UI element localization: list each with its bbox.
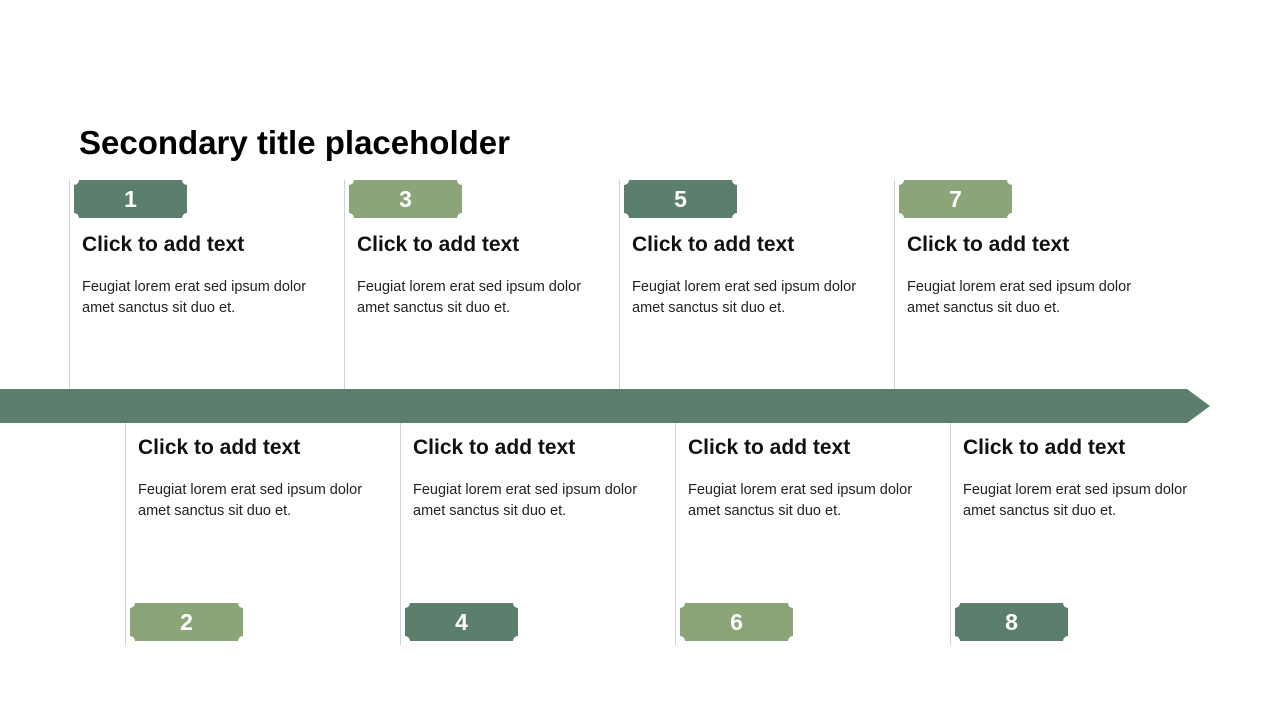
step-connector-line xyxy=(894,180,895,389)
step-connector-line xyxy=(619,180,620,389)
step-connector-line xyxy=(69,180,70,389)
step-number: 3 xyxy=(399,186,412,212)
step-description[interactable]: Feugiat lorem erat sed ipsum dolor amet sanctus sit duo et. xyxy=(632,279,857,316)
step-connector-line xyxy=(400,423,401,645)
step-number: 6 xyxy=(730,609,743,635)
step-description[interactable]: Feugiat lorem erat sed ipsum dolor amet sanctus sit duo et. xyxy=(138,482,363,519)
step-heading[interactable]: Click to add text xyxy=(357,233,520,256)
step-description[interactable]: Feugiat lorem erat sed ipsum dolor amet sanctus sit duo et. xyxy=(357,279,582,316)
step-heading[interactable]: Click to add text xyxy=(907,233,1070,256)
timeline-arrow-shape xyxy=(0,389,1210,423)
step-connector-line xyxy=(675,423,676,645)
step-heading[interactable]: Click to add text xyxy=(632,233,795,256)
step-description[interactable]: Feugiat lorem erat sed ipsum dolor amet sanctus sit duo et. xyxy=(413,482,638,519)
step-heading[interactable]: Click to add text xyxy=(688,436,851,459)
step-description[interactable]: Feugiat lorem erat sed ipsum dolor amet sanctus sit duo et. xyxy=(963,482,1188,519)
step-number-badge[interactable] xyxy=(405,603,518,641)
step-number-badge[interactable] xyxy=(899,180,1012,218)
step-heading[interactable]: Click to add text xyxy=(82,233,245,256)
page-title: Secondary title placeholder xyxy=(79,124,510,161)
timeline-arrow xyxy=(0,389,1210,423)
step-number-badge[interactable] xyxy=(130,603,243,641)
step-number: 8 xyxy=(1005,609,1018,635)
step-connector-line xyxy=(125,423,126,645)
step-description[interactable]: Feugiat lorem erat sed ipsum dolor amet sanctus sit duo et. xyxy=(907,279,1132,316)
step-number-badge[interactable] xyxy=(680,603,793,641)
step-description[interactable]: Feugiat lorem erat sed ipsum dolor amet sanctus sit duo et. xyxy=(688,482,913,519)
step-number: 4 xyxy=(455,609,468,635)
step-number: 7 xyxy=(949,186,962,212)
step-number: 5 xyxy=(674,186,687,212)
step-number-badge[interactable] xyxy=(349,180,462,218)
step-number-badge[interactable] xyxy=(955,603,1068,641)
step-heading[interactable]: Click to add text xyxy=(413,436,576,459)
step-heading[interactable]: Click to add text xyxy=(138,436,301,459)
step-number-badge[interactable] xyxy=(624,180,737,218)
step-connector-line xyxy=(950,423,951,645)
step-number: 2 xyxy=(180,609,193,635)
step-number: 1 xyxy=(124,186,137,212)
step-number-badge[interactable] xyxy=(74,180,187,218)
step-heading[interactable]: Click to add text xyxy=(963,436,1126,459)
step-connector-line xyxy=(344,180,345,389)
step-description[interactable]: Feugiat lorem erat sed ipsum dolor amet sanctus sit duo et. xyxy=(82,279,307,316)
